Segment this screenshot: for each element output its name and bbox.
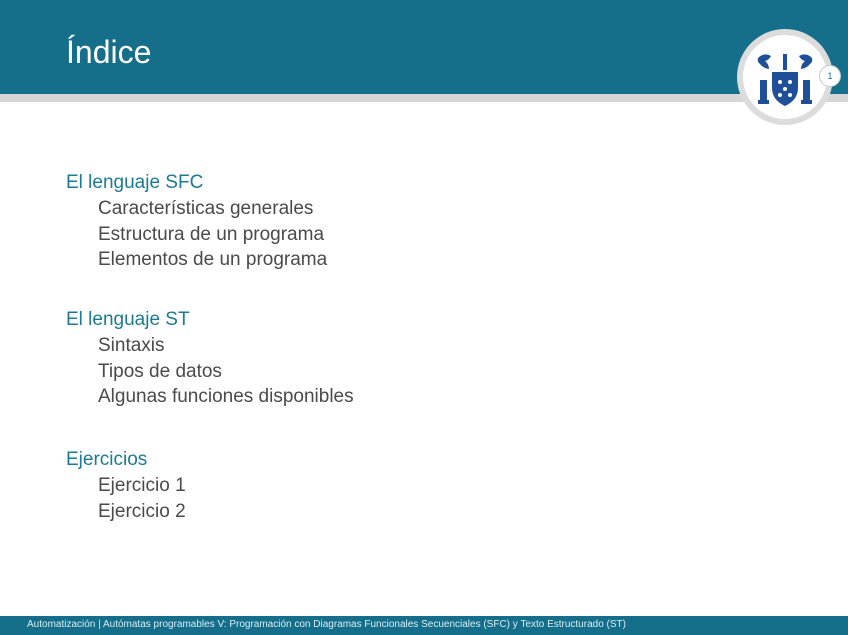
header-divider: [0, 94, 848, 102]
list-item: Tipos de datos: [98, 360, 222, 382]
footer-bar: [0, 616, 848, 635]
list-item: Sintaxis: [98, 335, 165, 356]
section-items: [66, 196, 327, 273]
list-item: Estructura de un programa: [98, 223, 325, 245]
section-sfc: [66, 170, 327, 273]
section-items: [66, 473, 186, 524]
page-title: Índice: [66, 34, 152, 70]
list-item: Ejercicio 2: [98, 500, 186, 522]
page-number-badge: 1: [819, 65, 841, 87]
section-title: Ejercicios: [66, 449, 148, 470]
header-bar: [0, 0, 848, 94]
section-title: El lenguaje SFC: [66, 172, 204, 193]
list-item: Características generales: [98, 198, 314, 219]
section-title: El lenguaje ST: [66, 309, 190, 330]
section-items: [66, 333, 354, 410]
list-item: Ejercicio 1: [98, 475, 186, 496]
list-item: Elementos de un programa: [98, 249, 328, 270]
section-ejercicios: [66, 447, 186, 524]
section-st: [66, 307, 354, 410]
list-item: Algunas funciones disponibles: [98, 386, 354, 407]
footer-text: Automatización | Autómatas programables V: Programación con Diagramas Funcionales Secuenciales (SFC) y Texto Estructurado (ST): [27, 619, 626, 630]
